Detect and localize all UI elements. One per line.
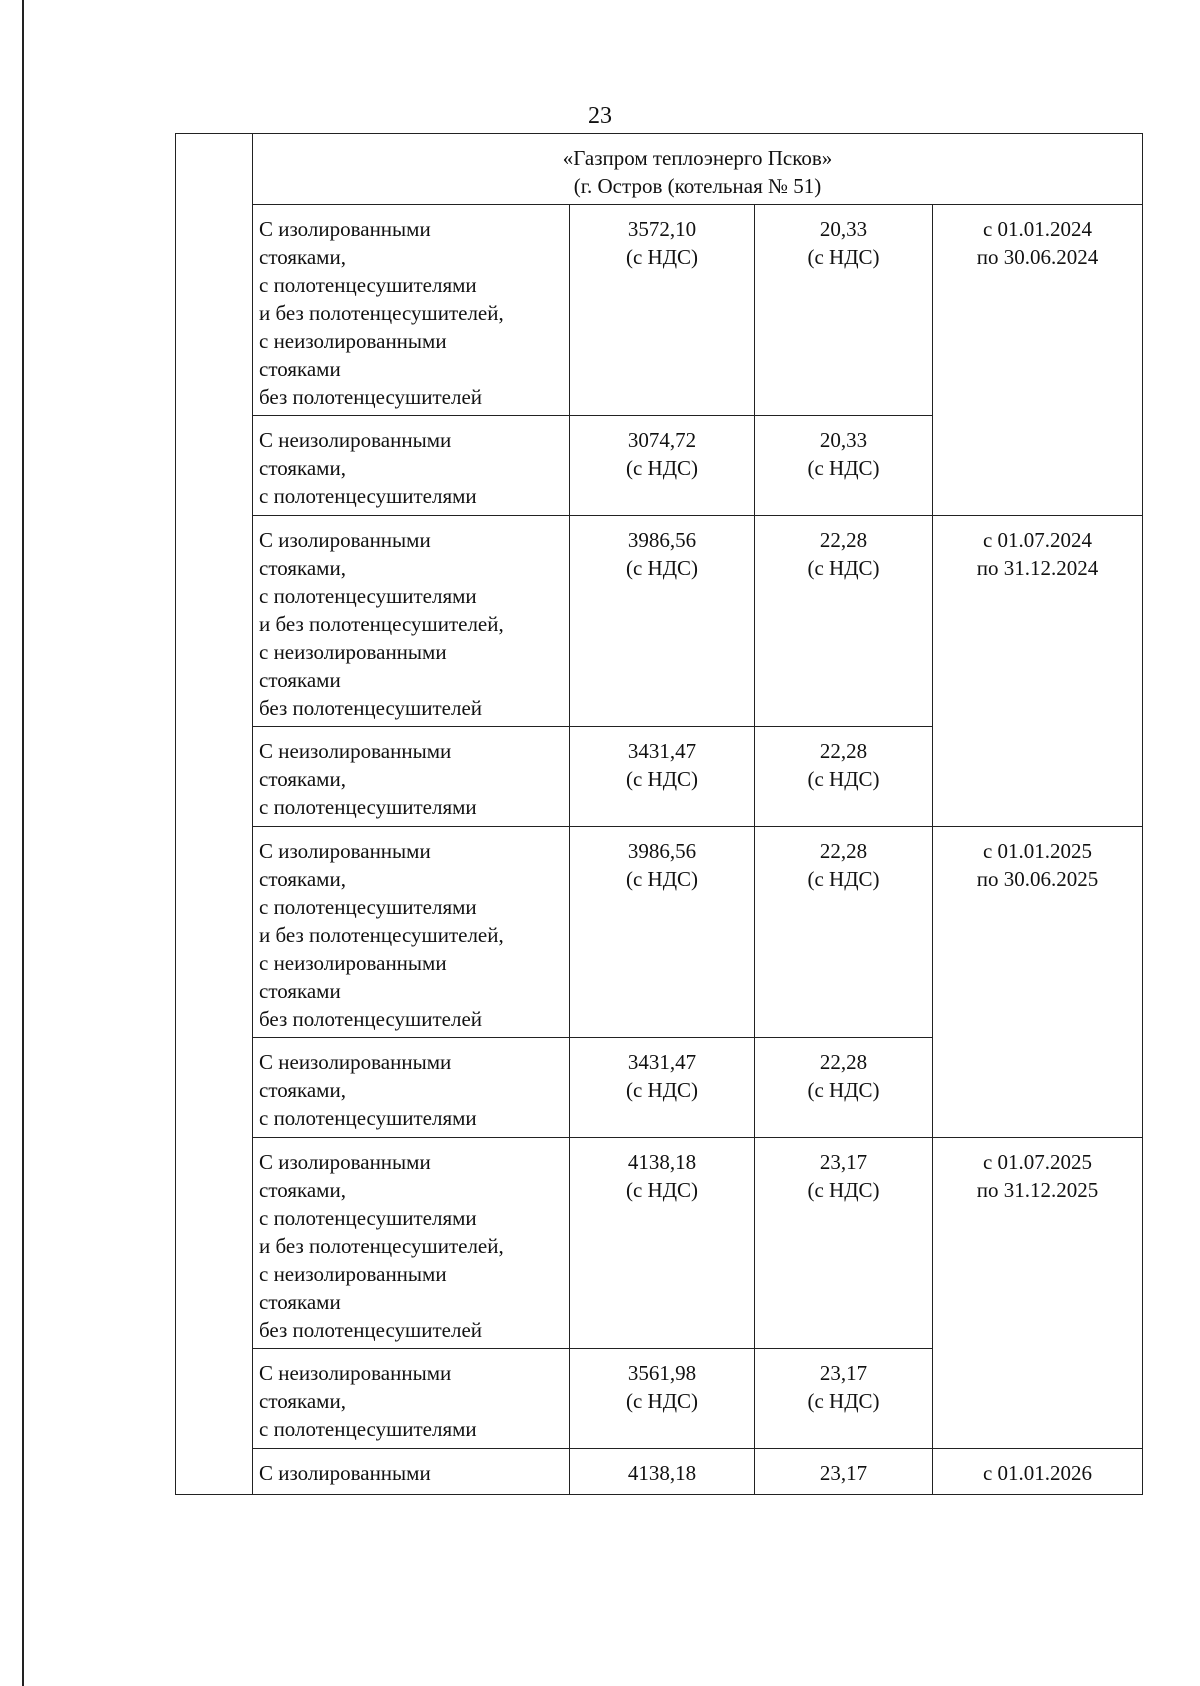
consumer-type-cell	[253, 1449, 570, 1495]
validity-period-cell	[933, 205, 1143, 516]
heat-tariff-cell	[570, 1138, 755, 1349]
heat-tariff-cell	[570, 1038, 755, 1138]
consumer-type-line: стояками,	[259, 556, 346, 580]
consumer-type-line: С неизолированными	[259, 428, 452, 452]
consumer-type-line: и без полотенцесушителей,	[259, 301, 504, 325]
vat-note: (с НДС)	[625, 1389, 699, 1413]
consumer-type-cell	[253, 1038, 570, 1138]
validity-period-cell	[933, 827, 1143, 1138]
consumer-type-line: с полотенцесушителями	[259, 484, 477, 508]
heat-tariff-cell	[570, 516, 755, 727]
vat-note: (с НДС)	[625, 1078, 699, 1102]
vat-note: (с НДС)	[807, 1078, 880, 1102]
org-location: (г. Остров (котельная № 51)	[573, 174, 822, 198]
consumer-type-line: С изолированными	[259, 217, 431, 241]
heat-tariff-cell	[570, 205, 755, 416]
org-header-cell	[253, 134, 1143, 205]
consumer-type-line: С неизолированными	[259, 1361, 452, 1385]
consumer-type-line: с полотенцесушителями	[259, 273, 477, 297]
consumer-type-line: без полотенцесушителей	[259, 385, 483, 409]
consumer-type-line: с неизолированными	[259, 640, 447, 664]
vat-note: (с НДС)	[807, 245, 880, 269]
consumer-type-line: стояками,	[259, 456, 346, 480]
validity-period-line: с 01.07.2024	[982, 528, 1093, 552]
heat-tariff-value: 3074,72	[627, 428, 697, 452]
consumer-type-line: С неизолированными	[259, 739, 452, 763]
water-tariff-value: 22,28	[819, 1050, 868, 1074]
heat-tariff-value: 3431,47	[627, 739, 697, 763]
consumer-type-line: С изолированными	[259, 1461, 431, 1485]
validity-period-line: с 01.07.2025	[982, 1150, 1093, 1174]
heat-tariff-value: 3572,10	[627, 217, 697, 241]
consumer-type-cell	[253, 516, 570, 727]
vat-note: (с НДС)	[625, 556, 699, 580]
consumer-type-line: с полотенцесушителями	[259, 795, 477, 819]
table-row	[176, 1138, 1143, 1349]
consumer-type-cell	[253, 727, 570, 827]
consumer-type-line: и без полотенцесушителей,	[259, 1234, 504, 1258]
consumer-type-line: без полотенцесушителей	[259, 1318, 483, 1342]
consumer-type-line: стояками,	[259, 1178, 346, 1202]
consumer-type-line: стояками,	[259, 767, 346, 791]
consumer-type-line: С изолированными	[259, 839, 431, 863]
org-name: «Газпром теплоэнерго Псков»	[562, 146, 833, 170]
tariff-table	[175, 133, 1143, 1495]
water-tariff-value: 20,33	[819, 217, 868, 241]
heat-tariff-value: 4138,18	[627, 1461, 697, 1485]
consumer-type-line: без полотенцесушителей	[259, 1007, 483, 1031]
consumer-type-line: с неизолированными	[259, 1262, 447, 1286]
water-tariff-cell	[755, 416, 933, 516]
vat-note: (с НДС)	[807, 1178, 880, 1202]
heat-tariff-value: 3986,56	[627, 528, 697, 552]
consumer-type-line: с полотенцесушителями	[259, 1206, 477, 1230]
vat-note: (с НДС)	[807, 1389, 880, 1413]
water-tariff-cell	[755, 516, 933, 727]
org-header-row	[176, 134, 1143, 205]
consumer-type-line: стояками	[259, 979, 341, 1003]
vat-note: (с НДС)	[625, 767, 699, 791]
consumer-type-cell	[253, 416, 570, 516]
validity-period-cell	[933, 516, 1143, 827]
consumer-type-line: С неизолированными	[259, 1050, 452, 1074]
consumer-type-line: стояками	[259, 357, 341, 381]
heat-tariff-cell	[570, 1449, 755, 1495]
water-tariff-cell	[755, 727, 933, 827]
water-tariff-value: 23,17	[819, 1461, 868, 1485]
water-tariff-value: 22,28	[819, 528, 868, 552]
heat-tariff-value: 3561,98	[627, 1361, 697, 1385]
water-tariff-cell	[755, 205, 933, 416]
tariff-table-body	[176, 134, 1143, 1495]
consumer-type-line: с полотенцесушителями	[259, 1417, 477, 1441]
water-tariff-value: 22,28	[819, 839, 868, 863]
water-tariff-value: 22,28	[819, 739, 868, 763]
consumer-type-line: с полотенцесушителями	[259, 895, 477, 919]
consumer-type-line: С изолированными	[259, 528, 431, 552]
consumer-type-line: и без полотенцесушителей,	[259, 612, 504, 636]
validity-period-line: по 30.06.2025	[976, 867, 1099, 891]
consumer-type-line: с полотенцесушителями	[259, 584, 477, 608]
validity-period-line: с 01.01.2024	[982, 217, 1093, 241]
validity-period-line: по 30.06.2024	[976, 245, 1099, 269]
consumer-type-cell	[253, 205, 570, 416]
scan-edge-line	[22, 0, 24, 1686]
table-row	[176, 1449, 1143, 1495]
consumer-type-line: с неизолированными	[259, 329, 447, 353]
heat-tariff-value: 3431,47	[627, 1050, 697, 1074]
water-tariff-cell	[755, 1138, 933, 1349]
vat-note: (с НДС)	[807, 867, 880, 891]
consumer-type-line: с неизолированными	[259, 951, 447, 975]
validity-period-line: с 01.01.2025	[982, 839, 1093, 863]
table-row	[176, 516, 1143, 727]
vat-note: (с НДС)	[625, 867, 699, 891]
water-tariff-value: 23,17	[819, 1361, 868, 1385]
validity-period-cell	[933, 1138, 1143, 1449]
water-tariff-value: 23,17	[819, 1150, 868, 1174]
water-tariff-cell	[755, 827, 933, 1038]
validity-period-line: с 01.01.2026	[982, 1461, 1093, 1485]
table-row	[176, 827, 1143, 1038]
heat-tariff-value: 4138,18	[627, 1150, 697, 1174]
water-tariff-cell	[755, 1038, 933, 1138]
validity-period-line: по 31.12.2025	[976, 1178, 1099, 1202]
water-tariff-value: 20,33	[819, 428, 868, 452]
heat-tariff-cell	[570, 827, 755, 1038]
water-tariff-cell	[755, 1449, 933, 1495]
validity-period-cell	[933, 1449, 1143, 1495]
consumer-type-line: и без полотенцесушителей,	[259, 923, 504, 947]
consumer-type-line: без полотенцесушителей	[259, 696, 483, 720]
vat-note: (с НДС)	[807, 767, 880, 791]
consumer-type-cell	[253, 1349, 570, 1449]
consumer-type-line: с полотенцесушителями	[259, 1106, 477, 1130]
consumer-type-line: стояками,	[259, 1389, 346, 1413]
vat-note: (с НДС)	[807, 456, 880, 480]
heat-tariff-cell	[570, 727, 755, 827]
consumer-type-line: стояками	[259, 1290, 341, 1314]
water-tariff-cell	[755, 1349, 933, 1449]
consumer-type-line: стояками,	[259, 245, 346, 269]
heat-tariff-value: 3986,56	[627, 839, 697, 863]
vat-note: (с НДС)	[625, 456, 699, 480]
vat-note: (с НДС)	[807, 556, 880, 580]
vat-note: (с НДС)	[625, 245, 699, 269]
vat-note: (с НДС)	[625, 1178, 699, 1202]
consumer-type-line: С изолированными	[259, 1150, 431, 1174]
table-row	[176, 205, 1143, 416]
validity-period-line: по 31.12.2024	[976, 556, 1099, 580]
heat-tariff-cell	[570, 416, 755, 516]
consumer-type-cell	[253, 1138, 570, 1349]
page-number: 23	[588, 103, 612, 129]
consumer-type-cell	[253, 827, 570, 1038]
consumer-type-line: стояками,	[259, 867, 346, 891]
consumer-type-line: стояками	[259, 668, 341, 692]
heat-tariff-cell	[570, 1349, 755, 1449]
side-column-cell	[176, 134, 253, 1495]
consumer-type-line: стояками,	[259, 1078, 346, 1102]
